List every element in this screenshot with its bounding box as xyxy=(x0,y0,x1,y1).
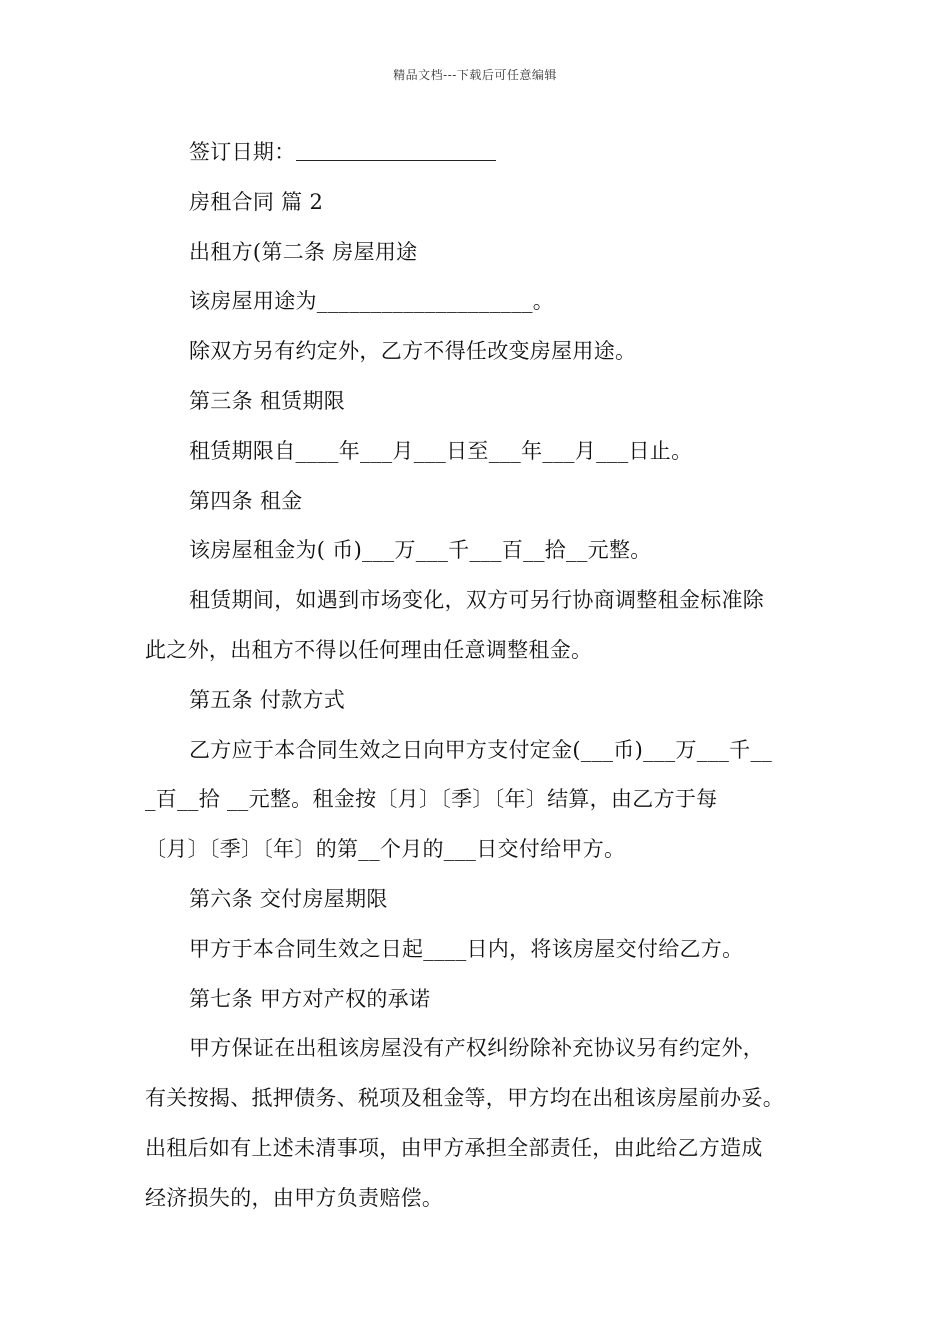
paragraph-line: 〔月〕〔季〕〔年〕的第__个月的___日交付给甲方。 xyxy=(145,837,626,862)
paragraph-line: 除双方另有约定外，乙方不得任改变房屋用途。 xyxy=(189,339,637,364)
paragraph-line: 租赁期限自____年___月___日至___年___月___日止。 xyxy=(189,438,693,463)
page-header: 精品文档---下载后可任意编辑 xyxy=(393,68,557,82)
contract-title: 房租合同 篇 2 xyxy=(189,189,324,214)
signing-date-blank xyxy=(296,140,496,161)
signing-date-label: 签订日期： xyxy=(189,140,296,164)
paragraph-line: _百__拾 __元整。租金按〔月〕〔季〕〔年〕结算，由乙方于每 xyxy=(145,787,718,812)
paragraph-line: 该房屋用途为____________________。 xyxy=(189,289,555,314)
article-heading: 第七条 甲方对产权的承诺 xyxy=(189,986,431,1011)
signing-date-line xyxy=(145,128,810,178)
paragraph-line: 乙方应于本合同生效之日向甲方支付定金(___币)___万___千__ xyxy=(189,737,773,762)
paragraph-line: 出租后如有上述未清事项，由甲方承担全部责任，由此给乙方造成 xyxy=(145,1135,763,1160)
paragraph-line: 甲方保证在出租该房屋没有产权纠纷除补充协议另有约定外， xyxy=(189,1036,765,1061)
article-heading: 第五条 付款方式 xyxy=(189,687,346,712)
paragraph-line: 甲方于本合同生效之日起____日内，将该房屋交付给乙方。 xyxy=(189,936,744,961)
paragraph-line: 经济损失的，由甲方负责赔偿。 xyxy=(145,1185,444,1210)
paragraph-line: 有关按揭、抵押债务、税项及租金等，甲方均在出租该房屋前办妥。 xyxy=(145,1086,784,1111)
document-body xyxy=(145,128,810,1224)
article-heading: 第六条 交付房屋期限 xyxy=(189,886,388,911)
paragraph-line: 租赁期间，如遇到市场变化，双方可另行协商调整租金标准除 xyxy=(189,588,765,613)
article-heading: 出租方(第二条 房屋用途 xyxy=(189,239,418,264)
paragraph-line: 该房屋租金为( 币)___万___千___百__拾__元整。 xyxy=(189,538,652,563)
article-heading: 第四条 租金 xyxy=(189,488,303,513)
paragraph-line: 此之外，出租方不得以任何理由任意调整租金。 xyxy=(145,637,593,662)
article-heading: 第三条 租赁期限 xyxy=(189,388,346,413)
